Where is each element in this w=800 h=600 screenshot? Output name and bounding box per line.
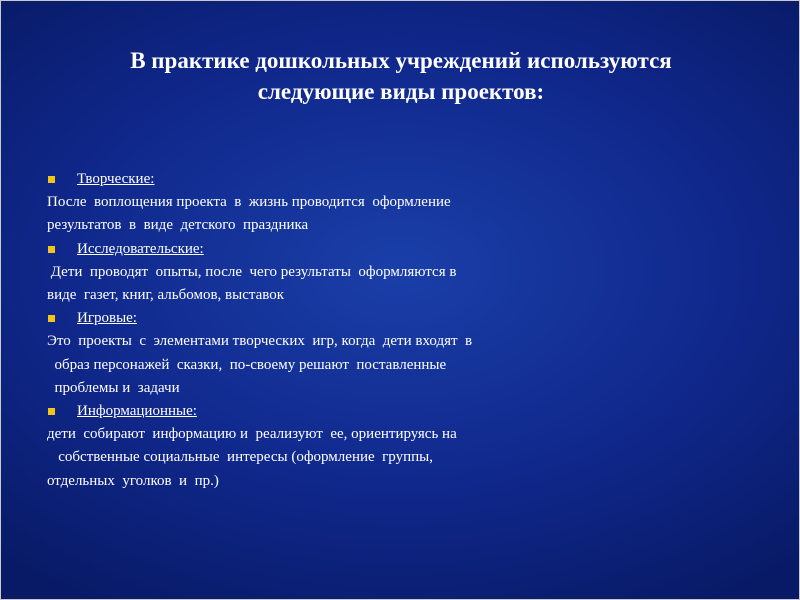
section-heading-text: Исследовательские:: [77, 240, 204, 257]
section-heading-text: Игровые:: [77, 310, 137, 327]
bullet-icon: [48, 176, 55, 183]
section-text-line: собственные социальные интересы (оформление группы,: [47, 449, 433, 466]
section-text-line: образ персонажей сказки, по-своему решают поставленные: [47, 356, 447, 373]
bullet-icon: [48, 315, 55, 322]
section-text-line: дети собирают информацию и реализуют ее, ориентируясь на: [47, 426, 457, 443]
slide-title-line: В практике дошкольных учреждений используются: [130, 48, 672, 73]
section-text-line: Дети проводят опыты, после чего результаты оформляются в: [47, 263, 457, 280]
section-heading-research: [47, 238, 627, 261]
section-heading-text: Информационные:: [77, 403, 197, 420]
section-heading-text: Творческие:: [77, 171, 155, 187]
section-text-line: После воплощения проекта в жизнь проводится оформление: [47, 194, 451, 211]
section-heading-game: [47, 307, 627, 330]
bullet-icon: [48, 408, 55, 415]
section-text-line: Это проекты с элементами творческих игр, когда дети входят в: [47, 333, 473, 350]
section-text-line: проблемы и задачи: [47, 379, 180, 396]
slide-content: [47, 168, 627, 493]
section-text-line: результатов в виде детского праздника: [47, 217, 309, 234]
slide-title: [41, 45, 761, 107]
bullet-icon: [48, 246, 55, 253]
section-text-line: отдельных уголков и пр.): [47, 472, 219, 489]
slide-title-line: следующие виды проектов:: [257, 79, 545, 104]
section-heading-creative: [47, 168, 627, 191]
section-text-line: виде газет, книг, альбомов, выставок: [47, 287, 285, 304]
section-heading-informational: [47, 400, 627, 423]
